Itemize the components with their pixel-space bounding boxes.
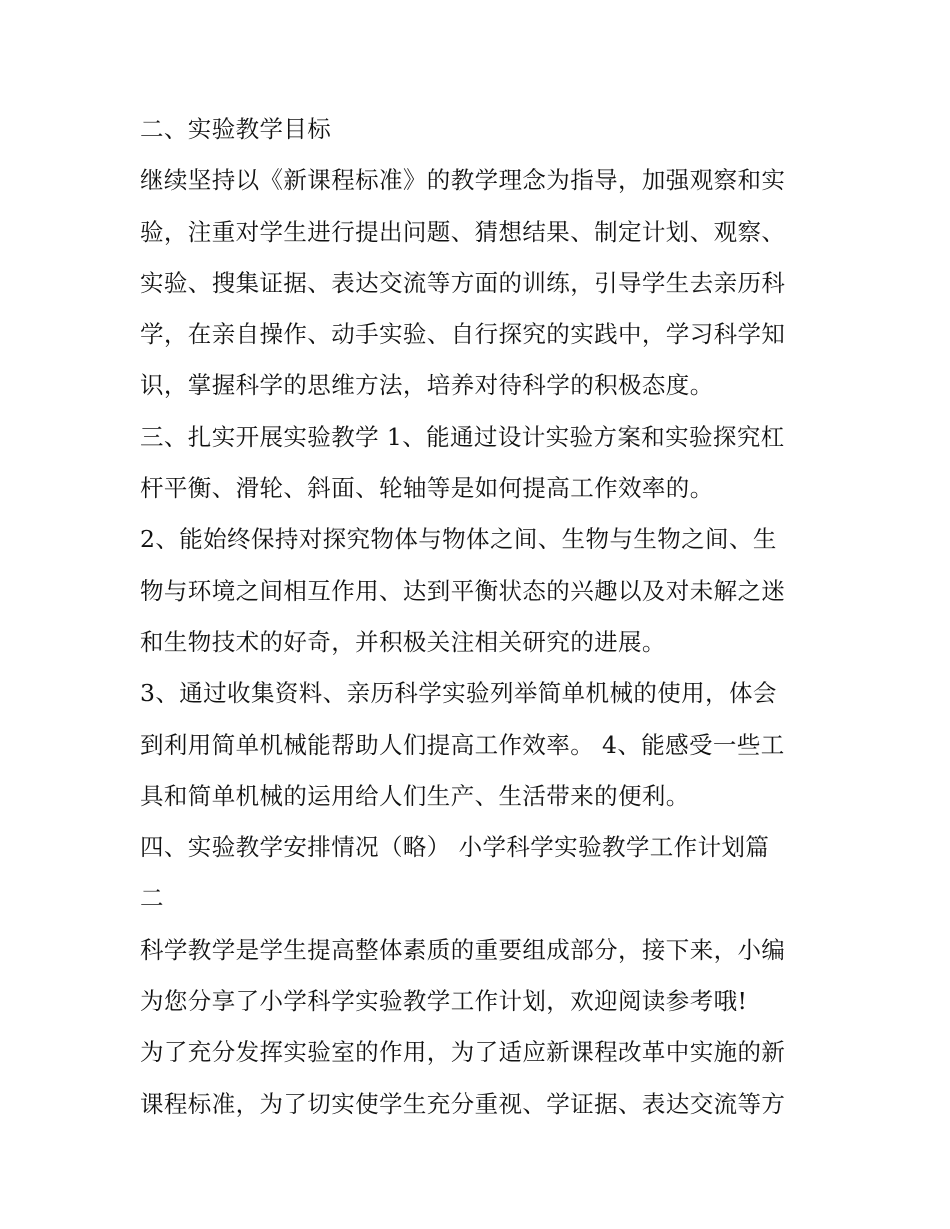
text-line: 物与环境之间相互作用、达到平衡状态的兴趣以及对未解之迷 (140, 576, 786, 605)
text-line: 为了充分发挥实验室的作用，为了适应新课程改革中实施的新 (140, 1038, 786, 1067)
text-line: 继续坚持以《新课程标准》的教学理念为指导，加强观察和实 (140, 166, 786, 195)
text-line: 杆平衡、滑轮、斜面、轮轴等是如何提高工作效率的。 (140, 474, 714, 503)
text-line: 科学教学是学生提高整体素质的重要组成部分，接下来，小编 (140, 935, 786, 964)
text-line: 课程标准，为了切实使学生充分重视、学证据、表达交流等方 (140, 1089, 786, 1118)
text-line: 验，注重对学生进行提出问题、猜想结果、制定计划、观察、 (140, 217, 786, 246)
document-body (140, 104, 820, 1130)
text-line: 二、实验教学目标 (140, 115, 332, 143)
text-line: 2、能始终保持对探究物体与物体之间、生物与生物之间、生 (140, 525, 777, 554)
text-line: 3、通过收集资料、亲历科学实验列举简单机械的使用，体会 (140, 679, 777, 708)
text-line: 学，在亲自操作、动手实验、自行探究的实践中，学习科学知 (140, 320, 786, 349)
text-line: 二 (140, 884, 164, 913)
text-line: 识，掌握科学的思维方法，培养对待科学的积极态度。 (140, 371, 714, 400)
text-line: 到利用简单机械能帮助人们提高工作效率。 4、能感受一些工 (140, 730, 785, 759)
text-line: 为您分享了小学科学实验教学工作计划，欢迎阅读参考哦! (140, 987, 748, 1016)
text-line: 三、扎实开展实验教学 1、能通过设计实验方案和实验探究杠 (140, 422, 785, 451)
text-line: 四、实验教学安排情况（略） 小学科学实验教学工作计划篇 (140, 833, 770, 862)
text-line: 具和简单机械的运用给人们生产、生活带来的便利。 (140, 781, 690, 810)
text-line: 实验、搜集证据、表达交流等方面的训练，引导学生去亲历科 (140, 268, 786, 297)
text-line: 和生物技术的好奇，并积极关注相关研究的进展。 (140, 627, 666, 656)
